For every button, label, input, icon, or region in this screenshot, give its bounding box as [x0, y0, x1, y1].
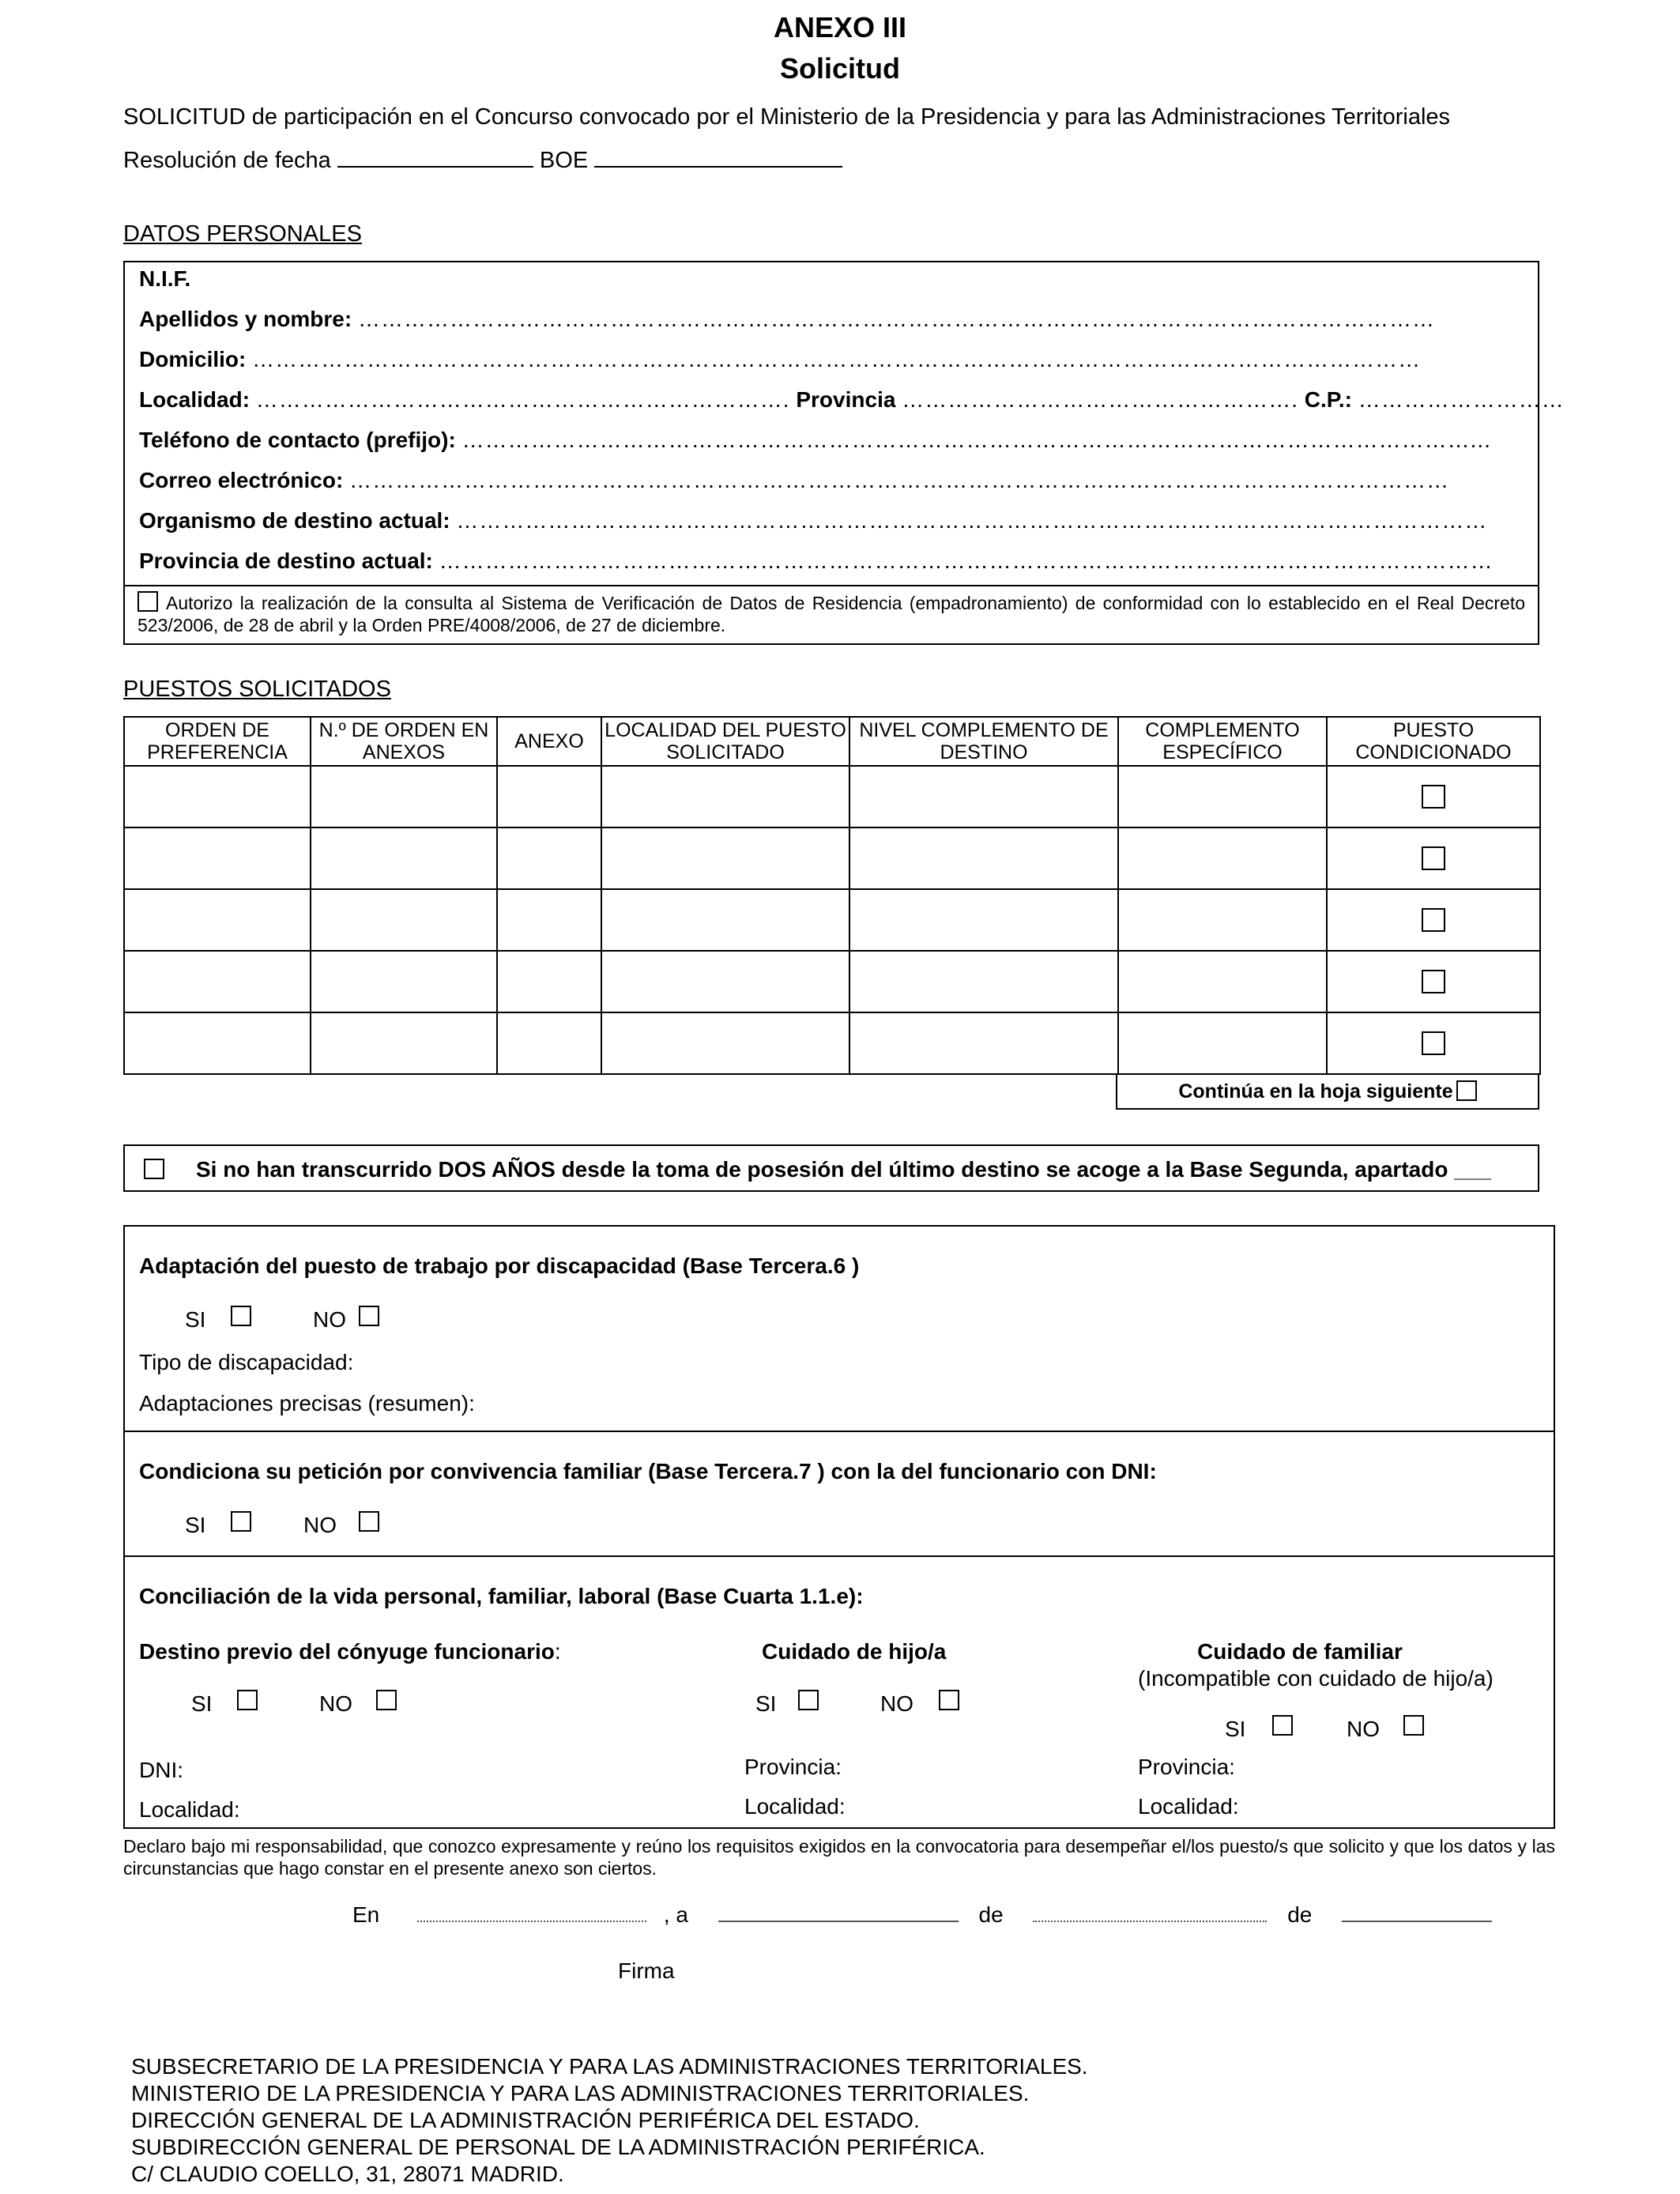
- conyuge-title: [139, 1639, 561, 1664]
- organismo-label: Organismo de destino actual:: [139, 508, 450, 533]
- divider: [125, 1555, 1554, 1557]
- dos-anos-text: [196, 1157, 1491, 1182]
- table-cell[interactable]: [497, 827, 601, 889]
- hijo-no-label: NO: [880, 1691, 913, 1716]
- telefono-dots: ……………………………………………………………………………………………………………………...: [461, 428, 1491, 452]
- table-cell[interactable]: [1118, 889, 1327, 951]
- cp-dots: ………………………: [1358, 387, 1565, 412]
- table-row: [124, 1012, 1540, 1074]
- dos-anos-text-part2: desde la toma de posesión del último destino se acoge a la Base Segunda, apartado ___: [555, 1157, 1491, 1182]
- firma-de1-label: de: [978, 1902, 1004, 1927]
- col-complemento: COMPLEMENTO ESPECÍFICO: [1118, 717, 1327, 766]
- condiciones-box: [123, 1225, 1555, 1829]
- col-orden-preferencia: ORDEN DE PREFERENCIA: [124, 717, 311, 766]
- col-localidad: LOCALIDAD DEL PUESTO SOLICITADO: [601, 717, 849, 766]
- domicilio-field[interactable]: [139, 347, 1524, 372]
- table-cell[interactable]: [497, 766, 601, 827]
- convivencia-si-checkbox[interactable]: [231, 1511, 251, 1532]
- hijo-si-checkbox[interactable]: [798, 1690, 819, 1710]
- col-anexo: ANEXO: [497, 717, 601, 766]
- familiar-note: [1138, 1666, 1557, 1691]
- apellidos-dots: ……………………………………………………………………………………………………………………………: [357, 307, 1435, 331]
- table-cell[interactable]: [601, 827, 849, 889]
- convivencia-si-label: SI: [185, 1513, 206, 1537]
- convivencia-no-label: NO: [303, 1513, 337, 1537]
- hijo-no-checkbox[interactable]: [939, 1690, 959, 1710]
- table-cell[interactable]: [601, 1012, 849, 1074]
- table-cell[interactable]: [124, 889, 311, 951]
- autorizo-section: [137, 591, 1525, 636]
- dos-anos-checkbox[interactable]: [144, 1159, 164, 1179]
- table-row: [124, 951, 1540, 1012]
- puestos-table: [123, 716, 1541, 1075]
- continua-checkbox[interactable]: [1456, 1080, 1477, 1101]
- table-cell[interactable]: [311, 766, 497, 827]
- table-cell: [1327, 1012, 1540, 1074]
- table-cell[interactable]: [849, 889, 1118, 951]
- table-cell: [1327, 889, 1540, 951]
- table-row: [124, 889, 1540, 951]
- discapacidad-no-checkbox[interactable]: [359, 1306, 379, 1326]
- familiar-provincia-label: Provincia:: [1138, 1755, 1235, 1779]
- conyuge-localidad-label: Localidad:: [139, 1797, 240, 1822]
- col-nivel: NIVEL COMPLEMENTO DE DESTINO: [849, 717, 1118, 766]
- provincia-destino-field[interactable]: [139, 548, 1524, 574]
- table-cell: [1327, 827, 1540, 889]
- telefono-field[interactable]: [139, 428, 1524, 453]
- discapacidad-no-label: NO: [313, 1307, 346, 1332]
- firma-label: Firma: [618, 1958, 675, 1983]
- boe-label: BOE: [539, 148, 589, 173]
- table-cell[interactable]: [311, 889, 497, 951]
- dos-anos-text-part1: Si no han transcurrido: [196, 1157, 439, 1182]
- table-cell[interactable]: [1118, 827, 1327, 889]
- resolucion-date-field[interactable]: [337, 145, 533, 168]
- table-cell: [1327, 766, 1540, 827]
- firma-lugar-field[interactable]: [417, 1902, 646, 1922]
- conyuge-si-label: SI: [191, 1691, 213, 1716]
- apellidos-label: Apellidos y nombre:: [139, 307, 352, 331]
- table-cell[interactable]: [311, 951, 497, 1012]
- conyuge-title-colon: :: [554, 1639, 561, 1664]
- conyuge-title-text: Destino previo del cónyuge funcionario: [139, 1639, 555, 1664]
- table-cell[interactable]: [311, 1012, 497, 1074]
- table-cell[interactable]: [124, 951, 311, 1012]
- nif-label: N.I.F.: [139, 266, 191, 291]
- table-cell[interactable]: [311, 827, 497, 889]
- table-cell[interactable]: [1118, 766, 1327, 827]
- email-field[interactable]: [139, 468, 1524, 493]
- table-cell[interactable]: [849, 951, 1118, 1012]
- convivencia-title: Condiciona su petición por convivencia familiar (Base Tercera.7 ) con la del funcionario con DNI:: [139, 1459, 1157, 1483]
- puestos-heading: PUESTOS SOLICITADOS: [123, 677, 391, 702]
- familiar-si-checkbox[interactable]: [1272, 1715, 1293, 1736]
- apellidos-field[interactable]: [139, 307, 1524, 332]
- puestos-header-row: [124, 717, 1540, 766]
- condicionado-checkbox[interactable]: [1422, 785, 1445, 809]
- footer-line: SUBSECRETARIO DE LA PRESIDENCIA Y PARA LAS ADMINISTRACIONES TERRITORIALES.: [131, 2054, 1088, 2079]
- firma-en-label: En: [352, 1902, 380, 1927]
- divider: [125, 1431, 1554, 1432]
- hijo-provincia-label: Provincia:: [744, 1755, 842, 1779]
- email-label: Correo electrónico:: [139, 468, 344, 492]
- familiar-no-label: NO: [1347, 1717, 1380, 1741]
- localidad-label: Localidad:: [139, 387, 250, 412]
- conyuge-si-checkbox[interactable]: [237, 1690, 258, 1710]
- firma-ano-field[interactable]: [1342, 1902, 1492, 1922]
- datos-personales-heading: DATOS PERSONALES: [123, 221, 362, 247]
- familiar-si-label: SI: [1225, 1717, 1246, 1741]
- conyuge-no-label: NO: [319, 1691, 352, 1716]
- condicionado-checkbox[interactable]: [1422, 908, 1445, 932]
- familiar-title: Cuidado de familiar: [1197, 1639, 1403, 1664]
- table-cell[interactable]: [124, 827, 311, 889]
- col-condicionado: PUESTO CONDICIONADO: [1327, 717, 1540, 766]
- intro-text: SOLICITUD de participación en el Concurso convocado por el Ministerio de la Presidencia y para las Administraciones Territoriales: [123, 104, 1451, 130]
- condicionado-checkbox[interactable]: [1422, 846, 1445, 870]
- provincia-destino-dots: …………………………………………………………………………………………………………………………: [439, 548, 1494, 573]
- discapacidad-si-checkbox[interactable]: [231, 1306, 251, 1326]
- firma-dia-field[interactable]: [718, 1902, 959, 1922]
- table-cell[interactable]: [849, 1012, 1118, 1074]
- table-cell[interactable]: [601, 889, 849, 951]
- boe-field[interactable]: [594, 145, 842, 168]
- continua-label: Continúa en la hoja siguiente: [1178, 1080, 1453, 1103]
- provincia-label: Provincia: [796, 387, 896, 412]
- autorizo-checkbox[interactable]: [137, 591, 158, 612]
- autorizo-divider: [125, 585, 1538, 586]
- footer-line: SUBDIRECCIÓN GENERAL DE PERSONAL DE LA ADMINISTRACIÓN PERIFÉRICA.: [131, 2135, 985, 2159]
- table-row: [124, 827, 1540, 889]
- familiar-no-checkbox[interactable]: [1403, 1715, 1424, 1736]
- provincia-dots: …………………………………………….: [902, 387, 1298, 412]
- dos-anos-box: [123, 1144, 1539, 1192]
- adaptaciones-label: Adaptaciones precisas (resumen):: [139, 1391, 475, 1416]
- table-cell[interactable]: [1118, 1012, 1327, 1074]
- declaracion-text: Declaro bajo mi responsabilidad, que conozco expresamente y reúno los requisitos exigidos en la convocatoria para desempeñar el/los puesto/s que solicito y que los datos y las circunstancias que hago constar en el presente anexo son ciertos.: [123, 1836, 1555, 1879]
- table-cell[interactable]: [497, 1012, 601, 1074]
- organismo-field[interactable]: [139, 508, 1524, 533]
- table-cell[interactable]: [849, 827, 1118, 889]
- convivencia-no-checkbox[interactable]: [359, 1511, 379, 1532]
- firma-a-label: , a: [663, 1902, 688, 1927]
- autorizo-text: Autorizo la realización de la consulta al Sistema de Verificación de Datos de Residencia (empadronamiento) de conformidad con lo establecido en el Real Decreto 523/2006, de 28 de abril y la Orden PRE/4008/2006, de 27 de diciembre.: [137, 593, 1525, 635]
- resolucion-label: Resolución de fecha: [123, 148, 331, 173]
- hijo-localidad-label: Localidad:: [744, 1794, 846, 1819]
- footer-address: [131, 2053, 1088, 2188]
- tipo-discapacidad-label: Tipo de discapacidad:: [139, 1350, 354, 1374]
- footer-line: MINISTERIO DE LA PRESIDENCIA Y PARA LAS ADMINISTRACIONES TERRITORIALES.: [131, 2081, 1030, 2105]
- footer-line: C/ CLAUDIO COELLO, 31, 28071 MADRID.: [131, 2162, 564, 2186]
- table-cell[interactable]: [124, 1012, 311, 1074]
- cp-label: C.P.:: [1304, 387, 1352, 412]
- table-cell[interactable]: [1118, 951, 1327, 1012]
- condicionado-checkbox[interactable]: [1422, 1031, 1445, 1055]
- familiar-localidad-label: Localidad:: [1138, 1794, 1239, 1819]
- footer-line: DIRECCIÓN GENERAL DE LA ADMINISTRACIÓN PERIFÉRICA DEL ESTADO.: [131, 2108, 920, 2132]
- annex-title: ANEXO III: [773, 11, 907, 43]
- domicilio-label: Domicilio:: [139, 347, 247, 371]
- table-cell[interactable]: [601, 766, 849, 827]
- col-numero-orden: N.º DE ORDEN EN ANEXOS: [311, 717, 497, 766]
- domicilio-dots: ………………………………………………………………………………………………………………………………………: [252, 347, 1422, 371]
- conciliacion-title: Conciliación de la vida personal, familiar, laboral (Base Cuarta 1.1.e):: [139, 1584, 864, 1608]
- discapacidad-title: Adaptación del puesto de trabajo por discapacidad (Base Tercera.6 ): [139, 1253, 860, 1278]
- table-cell[interactable]: [601, 951, 849, 1012]
- table-row: [124, 766, 1540, 827]
- telefono-label: Teléfono de contacto (prefijo):: [139, 428, 456, 452]
- firma-mes-field[interactable]: [1033, 1902, 1267, 1922]
- firma-de2-label: de: [1287, 1902, 1313, 1927]
- hijo-si-label: SI: [755, 1691, 777, 1716]
- table-cell[interactable]: [849, 766, 1118, 827]
- table-cell[interactable]: [124, 766, 311, 827]
- firma-place-date-line: [352, 1902, 1492, 1928]
- continua-box: [1116, 1073, 1539, 1110]
- familiar-note-text: (Incompatible con cuidado de hijo/a): [1138, 1666, 1494, 1691]
- dos-anos-emph: DOS AÑOS: [438, 1157, 556, 1182]
- nif-field[interactable]: [139, 266, 1524, 292]
- resolution-line: [123, 145, 842, 174]
- table-cell[interactable]: [497, 951, 601, 1012]
- page-subtitle: Solicitud: [780, 52, 900, 85]
- conyuge-no-checkbox[interactable]: [376, 1690, 397, 1710]
- conyuge-dni-label: DNI:: [139, 1758, 183, 1782]
- discapacidad-si-label: SI: [185, 1307, 206, 1332]
- hijo-title: Cuidado de hijo/a: [762, 1639, 947, 1664]
- datos-personales-box: [123, 261, 1565, 645]
- condicionado-checkbox[interactable]: [1422, 970, 1445, 993]
- table-cell[interactable]: [497, 889, 601, 951]
- organismo-dots: ………………………………………………………………………………………………………………………: [456, 508, 1488, 533]
- localidad-dots: …………………………………………………………….: [255, 387, 790, 412]
- provincia-destino-label: Provincia de destino actual:: [139, 548, 433, 573]
- localidad-row[interactable]: [139, 387, 1565, 413]
- email-dots: ………………………………………………………………………………………………………………………………: [349, 468, 1450, 492]
- table-cell: [1327, 951, 1540, 1012]
